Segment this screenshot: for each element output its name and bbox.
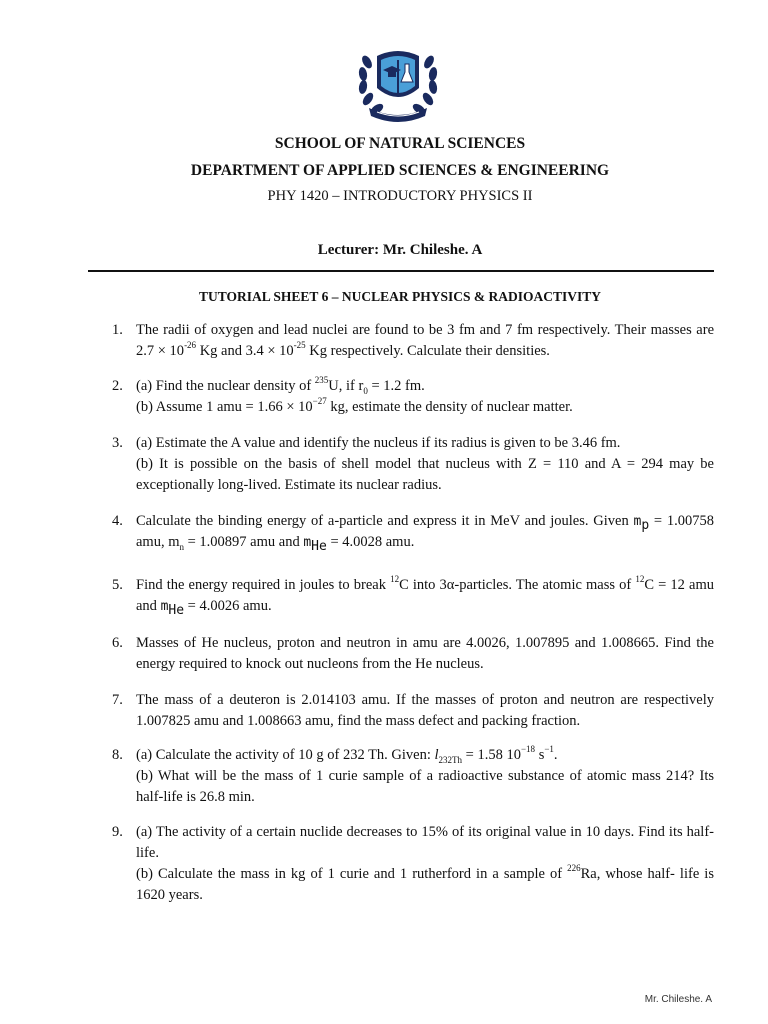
question-number: 5. [112, 577, 123, 593]
lecturer-name: Lecturer: Mr. Chileshe. A [317, 242, 483, 258]
question-number: 2. [112, 378, 123, 394]
page-footer: Mr. Chileshe. A [644, 994, 712, 1005]
question-1: 1. The radii of oxygen and lead nuclei are found to be 3 fm and 7 fm respectively. Their masses are $2.7 \times 10^{-26}$ Kg and $3.4 \times 10^{-25}$ Kg respectively. Calculate their densities. [112, 322, 714, 359]
school-name: SCHOOL OF NATURAL SCIENCES [274, 135, 526, 152]
question-9: 9. (a) The activity of a certain nuclide decreases to 15% of its original value in 10 days. Find its half-life. (b) Calculate the mass in kg of 1 curie and 1 rutherford in a sample of $^{226}$Ra, whose half- life is 1620 years. [112, 824, 714, 903]
question-number: 4. [112, 513, 123, 529]
sheet-title: TUTORIAL SHEET 6 – NUCLEAR PHYSICS & RADIOACTIVITY [199, 289, 601, 304]
question-number: 9. [112, 824, 123, 840]
question-6: 6. Masses of He nucleus, proton and neutron in amu are 4.0026, 1.007895 and 1.008665. Find the energy required to knock out nucleons from the He nucleus. [112, 635, 714, 672]
question-3: 3. (a) Estimate the A value and identify the nucleus if its radius is given to be 3.46 fm. (b) It is possible on the basis of shell model that nucleus with Z = 110 and A = 294 may be exceptionally long-lived. Estimate its nuclear radius. [112, 435, 714, 493]
question-8: 8. (a) Calculate the activity of 10 g of 232 Th. Given: $l_{232Th} = 1.58$ $10^{-18}$ $s^{-1}$. (b) What will be the mass of 1 curie sample of a radioactive substance of atomic mass 214? Its half-life is 26.8 min. [112, 744, 714, 805]
question-number: 3. [112, 435, 123, 451]
question-number: 8. [112, 747, 123, 763]
university-crest-icon [355, 44, 441, 124]
question-number: 7. [112, 692, 123, 708]
question-number: 1. [112, 322, 123, 338]
question-4: 4. Calculate the binding energy of a-particle and express it in MeV and joules. Given $m_p = 1.00758$ amu, $m_n = 1.00897$ amu and $m_{He} = 4.0028$ amu. [112, 513, 714, 554]
question-number: 6. [112, 635, 123, 651]
header-divider [88, 270, 714, 272]
department-name: DEPARTMENT OF APPLIED SCIENCES & ENGINEERING [190, 162, 610, 179]
question-5: 5. Find the energy required in joules to break $^{12}$C into 3α-particles. The atomic mass of $^{12}$C = 12 amu and $m_{He} = 4.0026$ amu. [112, 574, 714, 618]
question-2: 2. (a) Find the nuclear density of $^{235}$U, if $r_0 = 1.2$ fm. (b) Assume 1 amu = $1.66 \times 10^{-27}$ kg, estimate the density of nuclear matter. [112, 375, 573, 415]
question-7: 7. The mass of a deuteron is 2.014103 amu. If the masses of proton and neutron are respectively 1.007825 amu and 1.008663 amu, find the mass defect and packing fraction. [112, 692, 714, 729]
course-title: PHY 1420 – INTRODUCTORY PHYSICS II [267, 188, 533, 204]
